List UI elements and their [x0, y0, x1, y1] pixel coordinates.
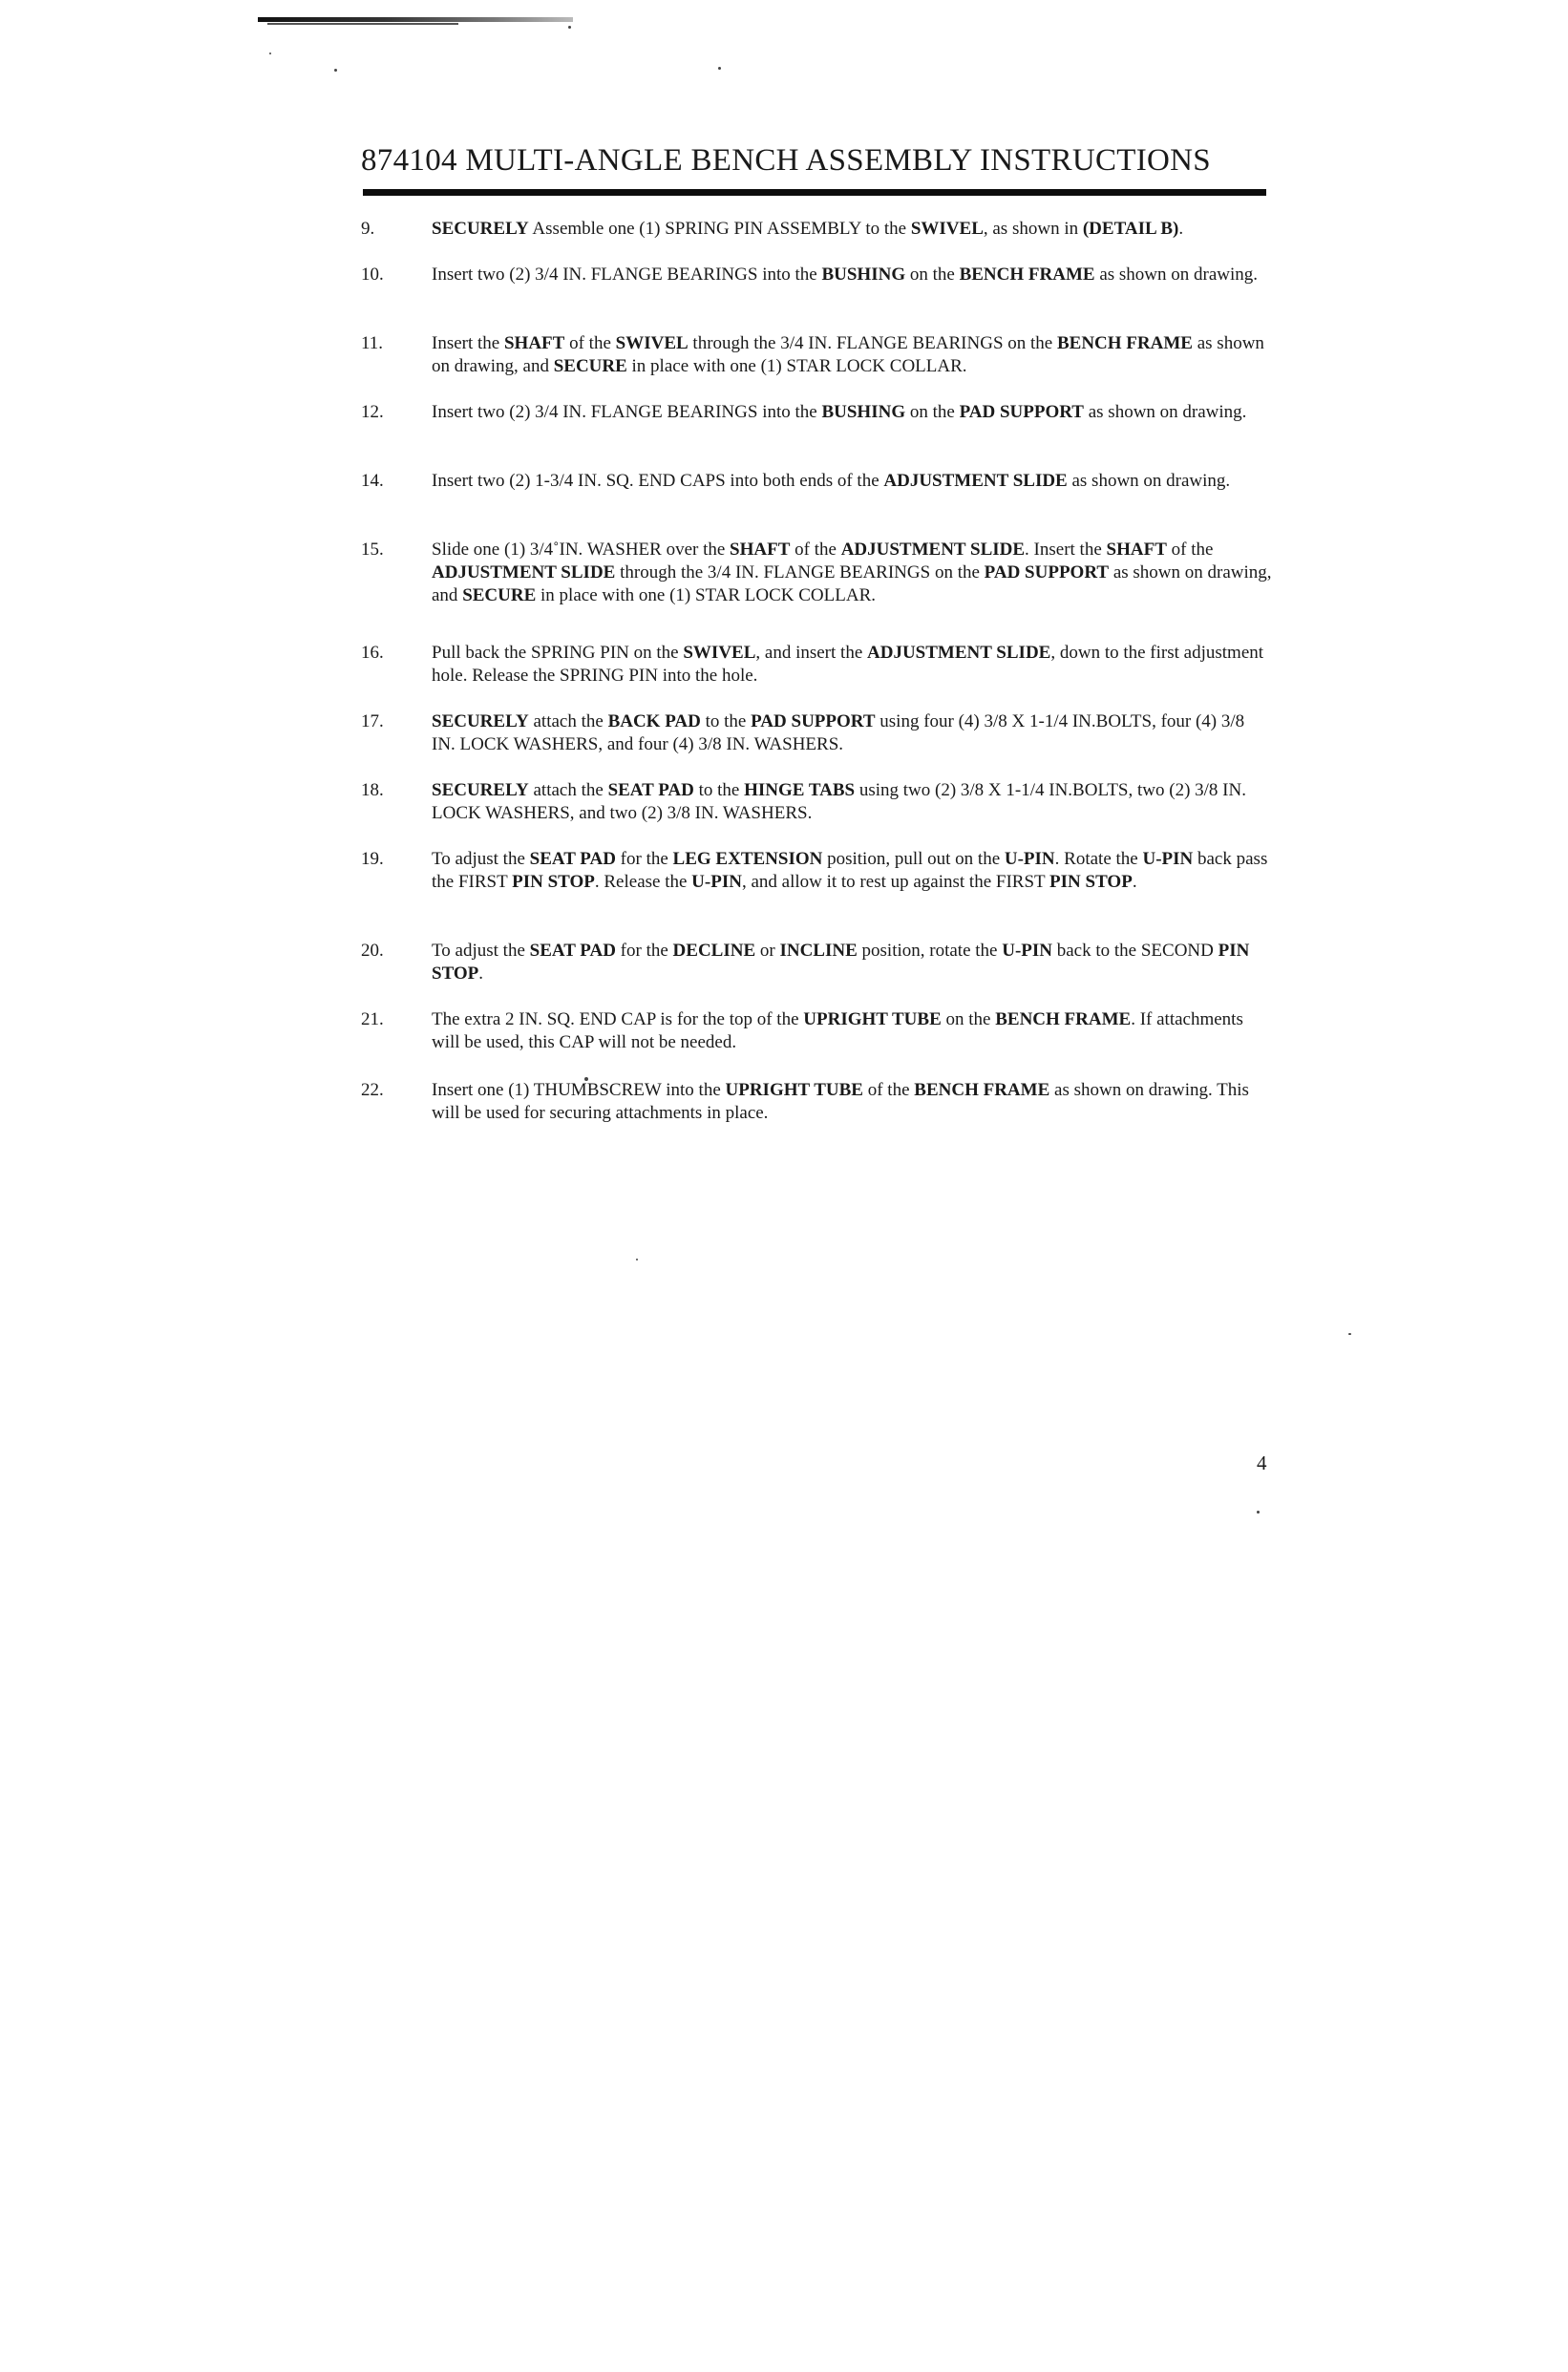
step-text-bold: SECURELY	[432, 711, 529, 731]
step-text-segment: Slide one (1) 3/4˚IN. WASHER over the	[432, 540, 731, 560]
step-text-segment: back pass the FIRST	[432, 849, 1268, 892]
instruction-step	[361, 848, 1272, 894]
scan-speck	[636, 1259, 638, 1260]
step-text-bold: PIN STOP	[432, 941, 1250, 984]
page-number: 4	[1257, 1451, 1267, 1474]
step-text-segment: as shown on drawing. This will be used for securing attachments in place.	[432, 1080, 1249, 1123]
step-text-bold: SWIVEL	[683, 643, 756, 663]
step-number: 17.	[361, 711, 384, 731]
step-text	[432, 710, 1272, 756]
scan-speck	[568, 26, 571, 29]
step-text-segment: .	[1132, 872, 1137, 892]
step-text-bold: ADJUSTMENT SLIDE	[867, 643, 1051, 663]
step-text-bold: SECURE	[462, 585, 537, 605]
step-number: 18.	[361, 780, 384, 800]
step-text-bold: BENCH FRAME	[1056, 333, 1193, 353]
instruction-step	[361, 264, 1272, 286]
step-text-bold: SECURE	[553, 356, 627, 376]
step-text-bold: PIN STOP	[512, 872, 595, 892]
step-text-segment: Insert one (1) THUMBSCREW into the	[432, 1080, 726, 1100]
instruction-step	[361, 332, 1272, 378]
step-text-segment: position, rotate the	[857, 941, 1003, 961]
step-number: 19.	[361, 849, 384, 869]
instruction-step	[361, 539, 1272, 607]
step-text	[432, 470, 1272, 493]
instruction-step	[361, 1008, 1272, 1054]
step-text-segment: , and insert the	[755, 643, 867, 663]
title-underline	[363, 189, 1266, 196]
step-text-bold: PIN STOP	[1049, 872, 1133, 892]
step-text-bold: PAD SUPPORT	[959, 402, 1084, 422]
step-text	[432, 940, 1272, 985]
step-text-bold: BUSHING	[821, 265, 906, 285]
step-text-segment: .	[478, 964, 484, 984]
step-text	[432, 218, 1272, 241]
instruction-step	[361, 1079, 1272, 1125]
step-text-segment: , as shown in	[983, 219, 1083, 239]
step-text-segment: as shown on drawing.	[1067, 471, 1231, 491]
step-number: 10.	[361, 265, 384, 285]
scan-speck	[1348, 1333, 1351, 1335]
step-text-bold: HINGE TABS	[744, 780, 856, 800]
instruction-step	[361, 779, 1272, 825]
step-text-segment: . Release the	[594, 872, 692, 892]
step-text-bold: SEAT PAD	[607, 780, 694, 800]
step-text-segment: . Rotate the	[1054, 849, 1143, 869]
step-text	[432, 332, 1272, 378]
step-number: 20.	[361, 941, 384, 961]
step-text-bold: SWIVEL	[910, 219, 984, 239]
step-text-segment: , and allow it to rest up against the FIRST	[741, 872, 1050, 892]
instruction-step	[361, 401, 1272, 424]
step-text-bold: SECURELY	[432, 780, 529, 800]
step-text-segment: to the	[700, 711, 752, 731]
step-text-bold: BENCH FRAME	[914, 1080, 1050, 1100]
step-text-bold: U-PIN	[1142, 849, 1194, 869]
step-number: 9.	[361, 219, 375, 239]
step-text	[432, 539, 1272, 607]
step-text-segment: of the	[564, 333, 616, 353]
step-text-bold: U-PIN	[1004, 849, 1055, 869]
step-text-segment: for the	[615, 849, 673, 869]
step-text-bold: SWIVEL	[615, 333, 689, 353]
scan-speck	[269, 53, 271, 54]
step-text-bold: ADJUSTMENT SLIDE	[840, 540, 1026, 560]
step-text-segment: to the	[693, 780, 745, 800]
step-text-segment: in place with one (1) STAR LOCK COLLAR.	[536, 585, 877, 605]
step-text-bold: SHAFT	[730, 540, 791, 560]
instruction-step	[361, 940, 1272, 985]
step-number: 16.	[361, 643, 384, 663]
step-text-segment: on the	[941, 1009, 996, 1029]
step-text-segment: position, pull out on the	[822, 849, 1005, 869]
step-text-segment: as shown on drawing, and	[432, 562, 1272, 605]
step-text-segment: Insert two (2) 1-3/4 IN. SQ. END CAPS into both ends of the	[432, 471, 884, 491]
instruction-step	[361, 218, 1272, 241]
step-text-bold: (DETAIL B)	[1082, 219, 1179, 239]
step-text-bold: PAD SUPPORT	[751, 711, 876, 731]
step-text-segment: using two (2) 3/8 X 1-1/4 IN.BOLTS, two (2) 3/8 IN. LOCK WASHERS, and two (2) 3/8 IN. WASHERS.	[432, 780, 1246, 823]
step-text-segment: Insert the	[432, 333, 504, 353]
step-text-bold: DECLINE	[672, 941, 756, 961]
scan-speck	[1257, 1511, 1260, 1514]
step-number: 21.	[361, 1009, 384, 1029]
step-text	[432, 401, 1272, 424]
step-text-segment: through the 3/4 IN. FLANGE BEARINGS on the	[688, 333, 1057, 353]
step-text-segment: on the	[905, 265, 960, 285]
step-number: 14.	[361, 471, 384, 491]
step-text	[432, 1008, 1272, 1054]
step-text-segment: using four (4) 3/8 X 1-1/4 IN.BOLTS, four (4) 3/8 IN. LOCK WASHERS, and four (4) 3/8 IN. WASHERS.	[432, 711, 1245, 754]
scan-artifact-top	[258, 17, 573, 22]
step-text-segment: of the	[862, 1080, 915, 1100]
step-text	[432, 848, 1272, 894]
step-text-bold: UPRIGHT TUBE	[803, 1009, 942, 1029]
step-text-segment: as shown on drawing, and	[432, 333, 1264, 376]
step-text-bold: BUSHING	[821, 402, 906, 422]
step-text-segment: as shown on drawing.	[1094, 265, 1259, 285]
step-text-bold: SEAT PAD	[529, 941, 616, 961]
step-text-segment: attach the	[528, 780, 608, 800]
step-text	[432, 779, 1272, 825]
step-text-segment: The extra 2 IN. SQ. END CAP is for the top of the	[432, 1009, 804, 1029]
step-text-bold: U-PIN	[1002, 941, 1052, 961]
step-text-segment: of the	[1166, 540, 1214, 560]
step-text-bold: ADJUSTMENT SLIDE	[883, 471, 1068, 491]
step-text	[432, 1079, 1272, 1125]
step-text-bold: BENCH FRAME	[959, 265, 1095, 285]
step-text-bold: SECURELY	[432, 219, 529, 239]
scan-speck	[718, 67, 721, 70]
step-text	[432, 264, 1272, 286]
step-text-segment: To adjust the	[432, 849, 530, 869]
step-text-segment: Insert two (2) 3/4 IN. FLANGE BEARINGS into the	[432, 402, 822, 422]
step-text-bold: INCLINE	[779, 941, 858, 961]
step-text-segment: . Insert the	[1025, 540, 1107, 560]
step-text-segment: attach the	[528, 711, 608, 731]
scan-speck	[334, 69, 337, 72]
step-text-bold: LEG EXTENSION	[672, 849, 823, 869]
step-text-bold: SHAFT	[1106, 540, 1167, 560]
step-text-segment: .	[1178, 219, 1184, 239]
step-text-bold: BACK PAD	[607, 711, 701, 731]
step-text-segment: Assemble one (1) SPRING PIN ASSEMBLY to the	[528, 219, 911, 239]
step-text-bold: U-PIN	[691, 872, 742, 892]
step-number: 15.	[361, 540, 384, 560]
page-title: 874104 MULTI-ANGLE BENCH ASSEMBLY INSTRUCTIONS	[361, 143, 1211, 178]
step-number: 12.	[361, 402, 384, 422]
step-text	[432, 642, 1272, 688]
instruction-step	[361, 470, 1272, 493]
step-text-bold: PAD SUPPORT	[984, 562, 1110, 582]
step-text-segment: for the	[615, 941, 673, 961]
step-text-segment: as shown on drawing.	[1083, 402, 1247, 422]
step-text-bold: SEAT PAD	[529, 849, 616, 869]
instruction-step	[361, 710, 1272, 756]
scan-artifact-top-2	[267, 23, 458, 25]
step-text-segment: through the 3/4 IN. FLANGE BEARINGS on the	[615, 562, 985, 582]
step-text-segment: of the	[790, 540, 841, 560]
step-number: 22.	[361, 1080, 384, 1100]
step-text-segment: on the	[905, 402, 960, 422]
step-text-segment: back to the SECOND	[1052, 941, 1218, 961]
step-text-segment: To adjust the	[432, 941, 530, 961]
step-text-bold: ADJUSTMENT SLIDE	[432, 562, 616, 582]
step-text-bold: SHAFT	[503, 333, 565, 353]
instruction-step	[361, 642, 1272, 688]
step-text-bold: BENCH FRAME	[995, 1009, 1132, 1029]
step-text-segment: Pull back the SPRING PIN on the	[432, 643, 684, 663]
step-text-segment: Insert two (2) 3/4 IN. FLANGE BEARINGS into the	[432, 265, 822, 285]
step-text-segment: , down to the first adjustment hole. Release the SPRING PIN into the hole.	[432, 643, 1264, 686]
step-text-segment: . If attachments will be used, this CAP will not be needed.	[432, 1009, 1243, 1052]
step-text-segment: or	[755, 941, 780, 961]
step-text-bold: UPRIGHT TUBE	[725, 1080, 863, 1100]
step-number: 11.	[361, 333, 384, 353]
step-text-segment: in place with one (1) STAR LOCK COLLAR.	[626, 356, 967, 376]
